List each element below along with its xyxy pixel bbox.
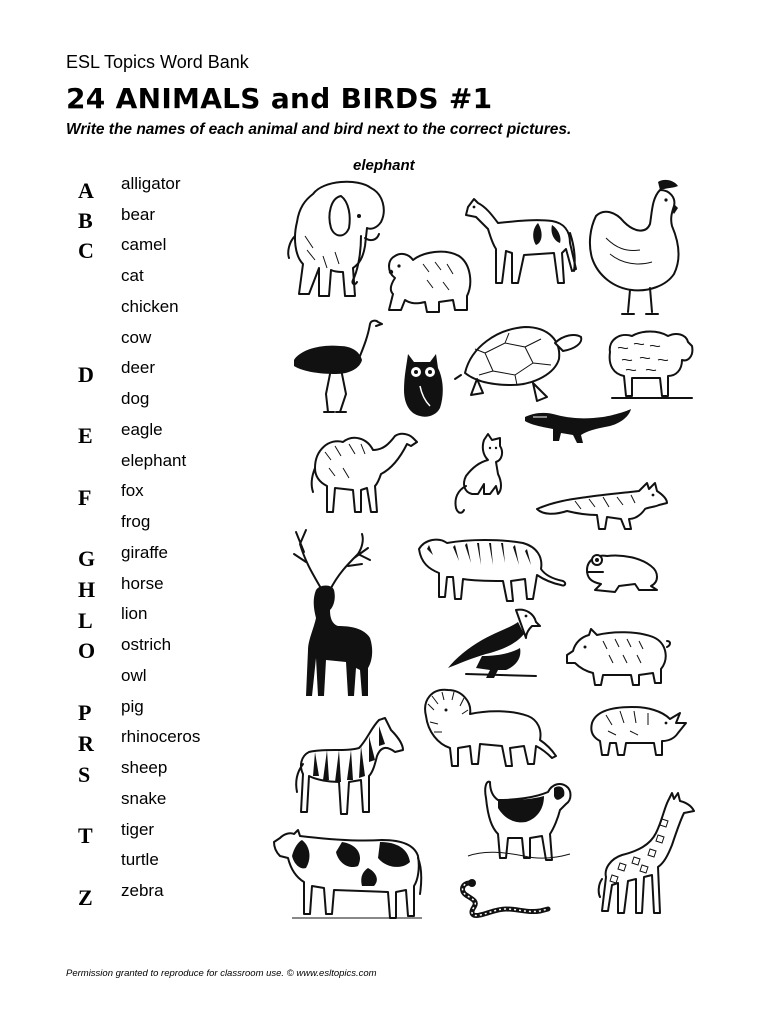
zebra-picture [295, 716, 407, 820]
frog-picture [583, 550, 663, 594]
letter-a: A [78, 178, 94, 203]
owl-picture [400, 350, 446, 420]
horse-picture [462, 193, 582, 289]
word-cat: cat [121, 266, 144, 285]
word-deer: deer [121, 358, 156, 377]
sheep-picture [602, 326, 694, 402]
turtle-picture [455, 313, 585, 405]
word-cow: cow [121, 328, 152, 347]
word-camel: camel [121, 235, 167, 254]
letter-b: B [78, 208, 93, 233]
word-pig: pig [121, 697, 144, 716]
dog-picture [464, 778, 574, 866]
worksheet-subtitle: ESL Topics Word Bank [66, 52, 249, 72]
example-label: elephant [353, 157, 415, 174]
letter-h: H [78, 577, 96, 602]
word-zebra: zebra [121, 881, 164, 900]
cow-picture [272, 828, 424, 922]
letter-g: G [78, 546, 96, 571]
word-elephant: elephant [121, 451, 187, 470]
letter-d: D [78, 362, 94, 387]
word-lion: lion [121, 604, 148, 623]
word-snake: snake [121, 789, 167, 808]
worksheet-title: 24 ANIMALS and BIRDS #1 [66, 82, 493, 115]
word-chicken: chicken [121, 297, 179, 316]
fox-picture [535, 475, 671, 531]
footer-permission: Permission granted to reproduce for classroom use. © www.esltopics.com [66, 968, 377, 979]
eagle-picture [446, 608, 542, 682]
letter-l: L [78, 608, 93, 633]
word-rhinoceros: rhinoceros [121, 727, 201, 746]
pig-picture [563, 625, 673, 687]
tiger-picture [415, 535, 571, 607]
lion-picture [418, 688, 558, 770]
letter-z: Z [78, 885, 93, 910]
elephant-picture [283, 176, 398, 301]
alligator-picture [523, 405, 633, 447]
deer-picture [286, 528, 378, 700]
word-bear: bear [121, 205, 156, 224]
letter-e: E [78, 423, 93, 448]
worksheet-instructions: Write the names of each animal and bird next to the correct pictures. [66, 121, 572, 138]
letter-s: S [78, 762, 91, 787]
word-giraffe: giraffe [121, 543, 168, 562]
word-fox: fox [121, 481, 144, 500]
snake-picture [456, 877, 550, 921]
word-ostrich: ostrich [121, 635, 172, 654]
word-tiger: tiger [121, 820, 155, 839]
word-eagle: eagle [121, 420, 163, 439]
letter-f: F [78, 485, 92, 510]
giraffe-picture [598, 793, 696, 917]
word-owl: owl [121, 666, 147, 685]
camel-picture [305, 428, 421, 516]
rhinoceros-picture [586, 703, 690, 759]
letter-r: R [78, 731, 94, 756]
word-frog: frog [121, 512, 151, 531]
word-alligator: alligator [121, 174, 181, 193]
word-dog: dog [121, 389, 150, 408]
letter-o: O [78, 638, 96, 663]
chicken-picture [586, 178, 692, 318]
word-turtle: turtle [121, 850, 159, 869]
word-horse: horse [121, 574, 164, 593]
letter-p: P [78, 700, 92, 725]
letter-t: T [78, 823, 93, 848]
word-sheep: sheep [121, 758, 168, 777]
ostrich-picture [290, 316, 385, 416]
cat-picture [450, 434, 514, 516]
letter-c: C [78, 238, 94, 263]
